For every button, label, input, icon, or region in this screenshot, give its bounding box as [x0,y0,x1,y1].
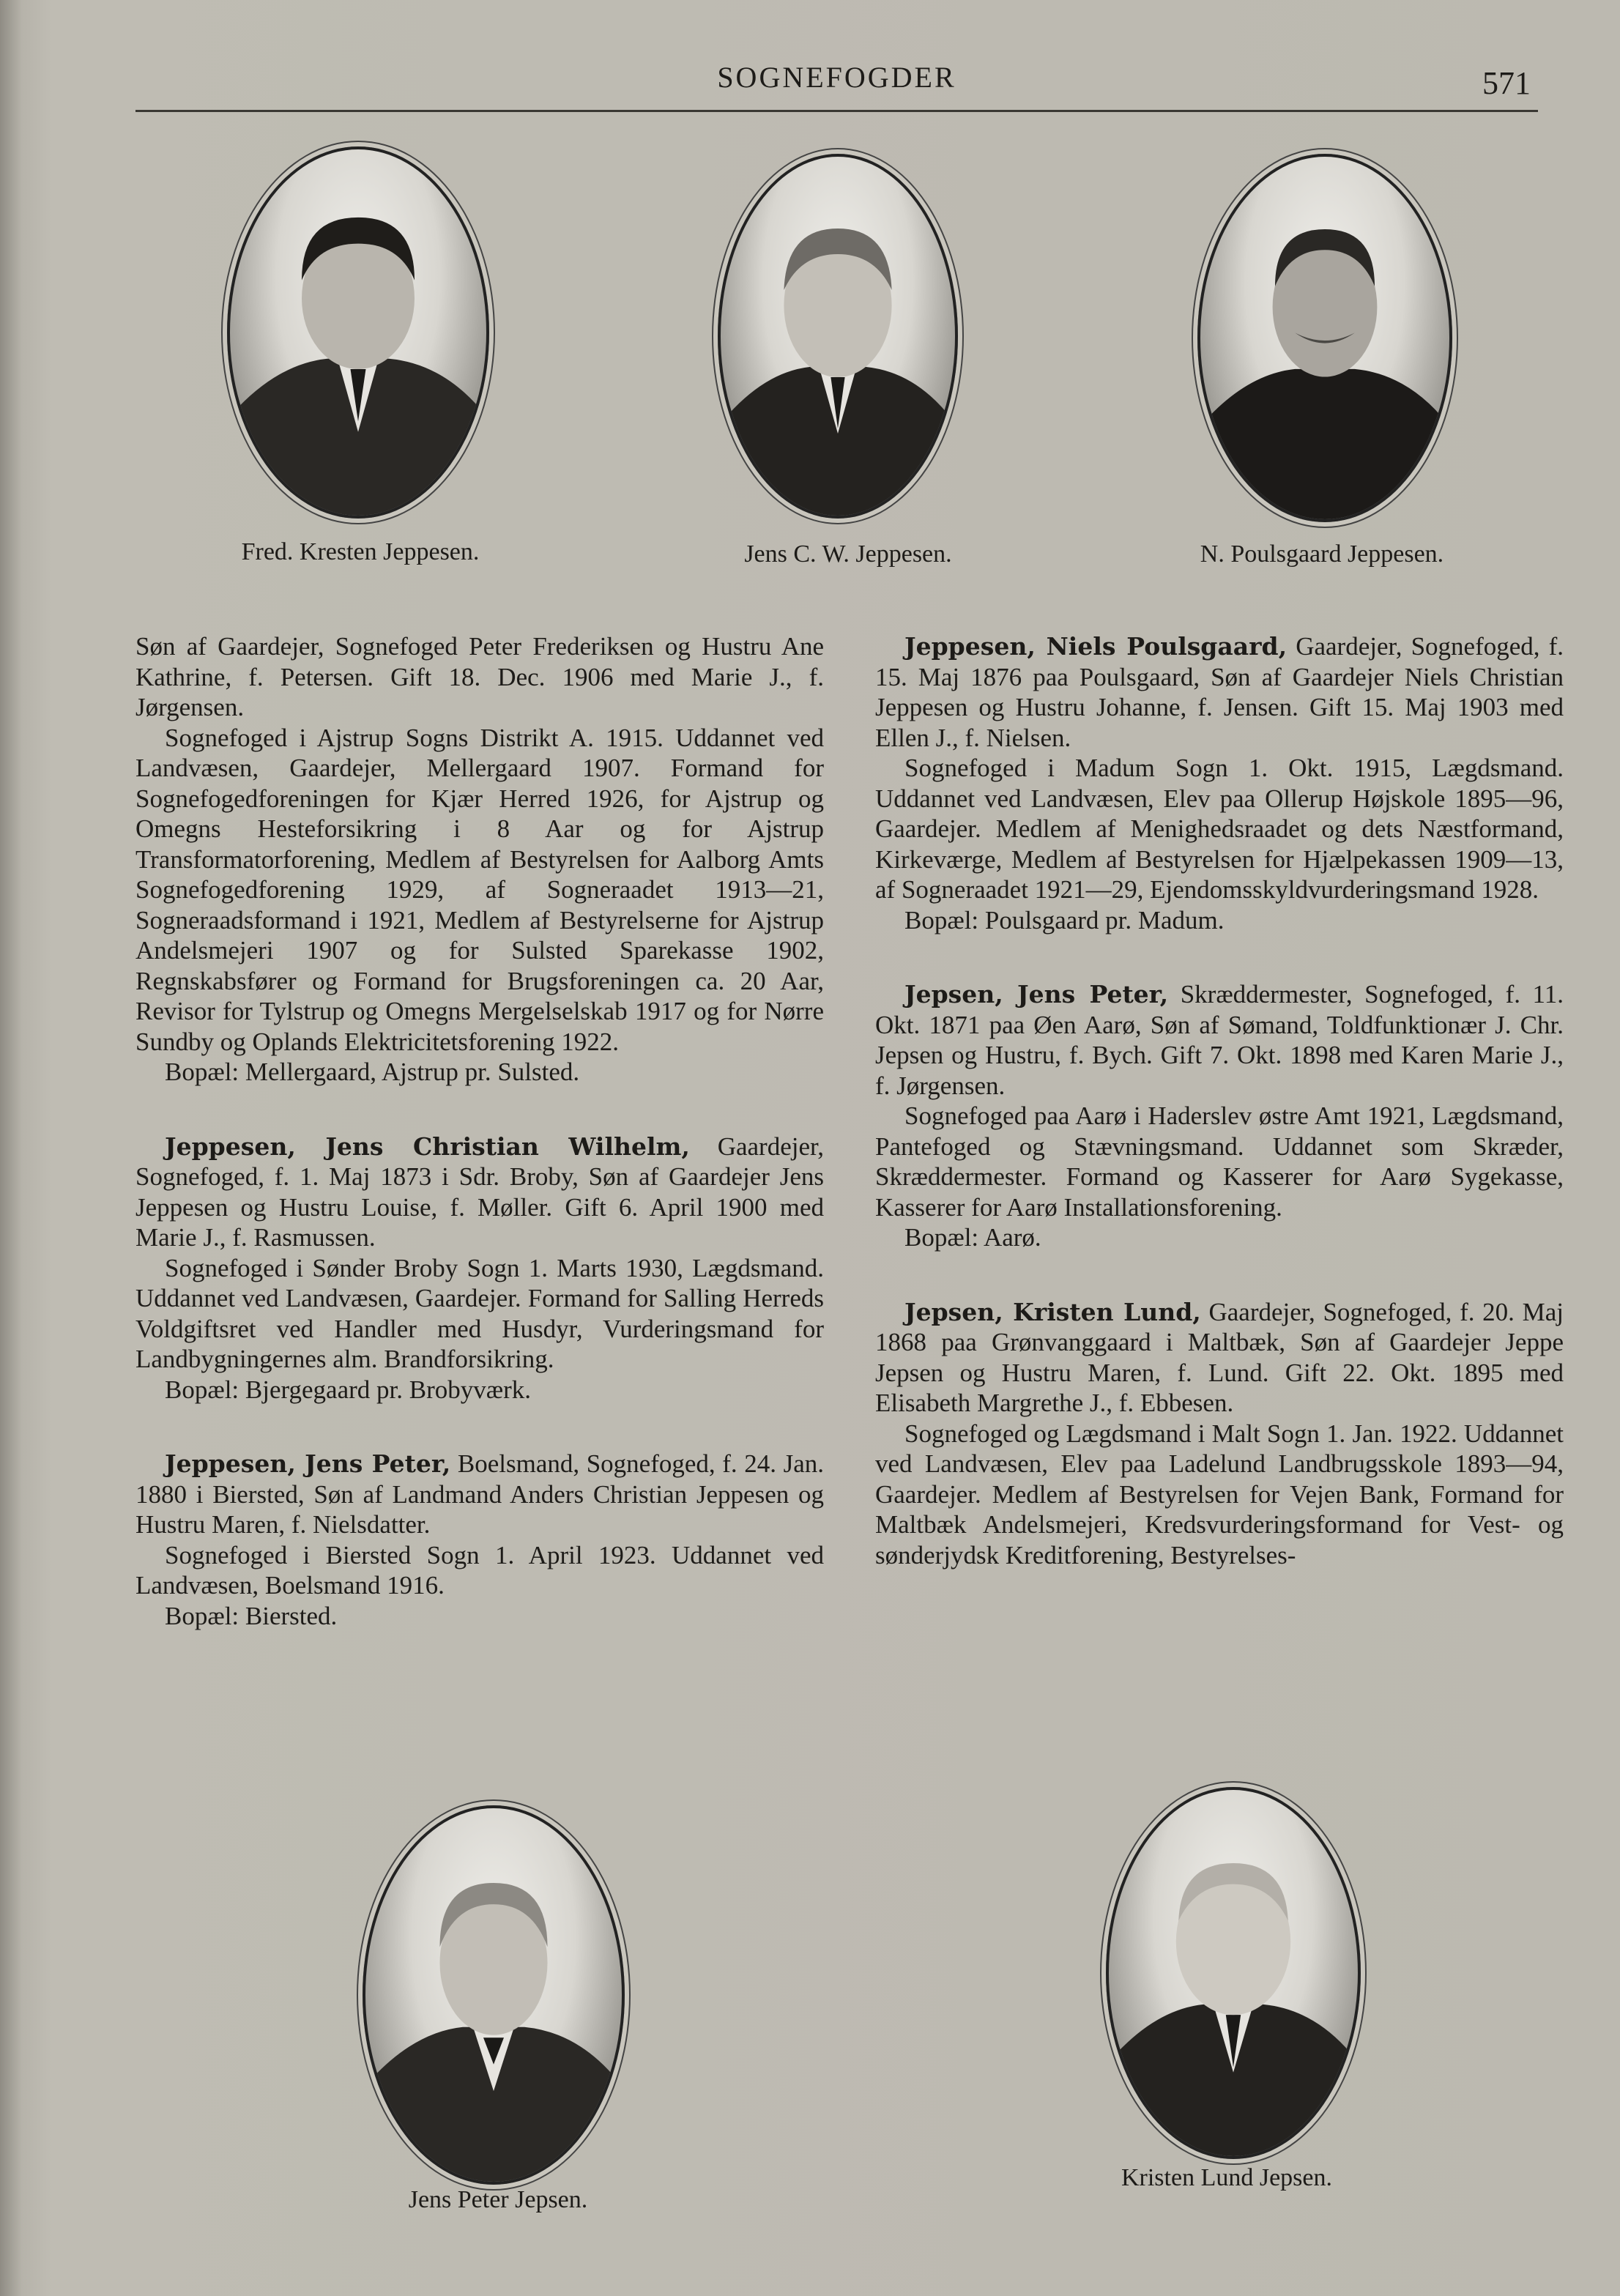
entry-residence: Bopæl: Biersted. [165,1601,338,1630]
entry-niels-poulsgaard [875,631,1564,935]
portrait-caption: Kristen Lund Jepsen. [1121,2164,1332,2191]
portrait-kristen-lund-jepsen [1106,1787,1361,2159]
portrait-jens-peter-jepsen [363,1805,625,2185]
portrait-caption: N. Poulsgaard Jeppesen. [1200,540,1444,568]
entry-residence: Bopæl: Bjergegaard pr. Brobyværk. [165,1375,531,1404]
entry-text: Gaardejer, Sognefoged, f. 15. Maj 1876 paa Poulsgaard, Søn af Gaardejer Niels Christian Jeppesen og Hustru Johanne, f. Jensen. Gift 15. Maj 1903 med Ellen J., f. Nielsen. [875,632,1564,752]
entry-fred-kresten-jeppesen [135,631,824,1088]
entry-name: Jeppesen, Jens Peter, [165,1449,451,1478]
running-title: SOGNEFOGDER [717,61,956,94]
entry-residence: Bopæl: Aarø. [904,1223,1041,1252]
entry-name: Jepsen, Jens Peter, [904,980,1169,1008]
page-header [135,51,1538,112]
entry-residence: Bopæl: Mellergaard, Ajstrup pr. Sulsted. [165,1058,580,1086]
portrait-caption: Jens C. W. Jeppesen. [744,540,952,568]
entry-career: Sognefoged paa Aarø i Haderslev østre Amt 1921, Lægdsmand, Pantefoged og Stævningsmand. Uddannet som Skræder, Skræddermester. Formand og Kasserer for Aarø Sygekasse, Kasserer for Aarø Installationsforening. [875,1101,1564,1222]
portrait-n-poulsgaard-jeppesen [1197,154,1452,522]
entry-kristen-lund-jepsen [875,1297,1564,1571]
entry-career: Sognefoged i Sønder Broby Sogn 1. Marts 1930, Lægdsmand. Uddannet ved Landvæsen, Gaardejer. Formand for Salling Herreds Voldgiftsret ved Handler med Husdyr, Vurderingsmand for Landbygningernes alm. Brandforsikring. [135,1253,824,1373]
entry-career: Sognefoged i Biersted Sogn 1. April 1923. Uddannet ved Landvæsen, Boelsmand 1916. [135,1540,824,1600]
entry-career: Sognefoged i Madum Sogn 1. Okt. 1915, Lægdsmand. Uddannet ved Landvæsen, Elev paa Ollerup Højskole 1895—96, Gaardejer. Medlem af Menighedsraadet og dets Næstformand, Kirkeværge, Medlem af Bestyrelsen for Hjælpekassen 1909—13, af Sogneraadet 1921—29, Ejendomsskyldvurderingsmand 1928. [875,754,1564,904]
entry-text: Gaardejer, Sognefoged, f. 20. Maj 1868 paa Grønvanggaard i Maltbæk, Søn af Gaardejer Jeppe Jepsen og Hustru Maren, f. Lund. Gift 22. Okt. 1895 med Elisabeth Margrethe J., f. Ebbesen. [875,1297,1564,1417]
portrait-caption: Jens Peter Jepsen. [408,2186,588,2213]
entry-career: Sognefoged i Ajstrup Sogns Distrikt A. 1915. Uddannet ved Landvæsen, Gaardejer, Mellergaard 1907. Formand for Sognefogedforeningen for Kjær Herred 1926, for Ajstrup og Omegns Hesteforsikring i 8 Aar og for Ajstrup Transformatorforening, Medlem af Bestyrelsen for Aalborg Amts Sognefogedforening 1929, af Sogneraadet 1913—21, Sogneraadsformand i 1921, Medlem af Bestyrelserne for Ajstrup Andelsmejeri 1907 og for Sulsted Sparekasse 1902, Regnskabsfører og Formand for Brugsforeningen ca. 20 Aar, Revisor for Tylstrup og Omegns Mergelselskab 1917 og for Nørre Sundby og Oplands Elektricitetsforening 1922. [135,723,824,1056]
entry-residence: Bopæl: Poulsgaard pr. Madum. [904,905,1225,935]
entry-name: Jeppesen, Niels Poulsgaard, [904,632,1288,661]
portrait-fred-kresten-jeppesen [227,146,489,519]
entry-name: Jepsen, Kristen Lund, [904,1297,1201,1326]
right-column [875,631,1564,1570]
entry-jens-christian-wilhelm [135,1132,824,1405]
entry-text: Skræddermester, Sognefoged, f. 11. Okt. 1871 paa Øen Aarø, Søn af Sømand, Toldfunktionær J. Chr. Jepsen og Hustru, f. Bych. Gift 7. Okt. 1898 med Karen Marie J., f. Jørgensen. [875,980,1564,1100]
entry-text: Søn af Gaardejer, Sognefoged Peter Frederiksen og Hustru Ane Kathrine, f. Petersen. Gift 18. Dec. 1906 med Marie J., f. Jørgensen. [135,632,824,721]
entry-name: Jeppesen, Jens Christian Wilhelm, [165,1132,690,1161]
entry-jens-peter-jepsen [875,979,1564,1253]
left-column [135,631,824,1631]
entry-text: Boelsmand, Sognefoged, f. 24. Jan. 1880 i Biersted, Søn af Landmand Anders Christian Jeppesen og Hustru Maren, f. Nielsdatter. [135,1449,824,1539]
entry-jens-peter-jeppesen [135,1449,824,1631]
entry-career: Sognefoged og Lægdsmand i Malt Sogn 1. Jan. 1922. Uddannet ved Landvæsen, Elev paa Ladelund Landbrugsskole 1893—94, Gaardejer. Medlem af Bestyrelsen for Vejen Bank, Formand for Maltbæk Andelsmejeri, Kredsvurderingsformand for Vest- og sønderjydsk Kreditforening, Bestyrelses- [875,1419,1564,1569]
portrait-jens-c-w-jeppesen [718,154,958,519]
portrait-caption: Fred. Kresten Jeppesen. [241,538,480,565]
entry-text: Gaardejer, Sognefoged, f. 1. Maj 1873 i Sdr. Broby, Søn af Gaardejer Jens Jeppesen og Hustru Louise, f. Møller. Gift 6. April 1900 med Marie J., f. Rasmussen. [135,1132,825,1252]
page-number: 571 [1482,65,1531,101]
